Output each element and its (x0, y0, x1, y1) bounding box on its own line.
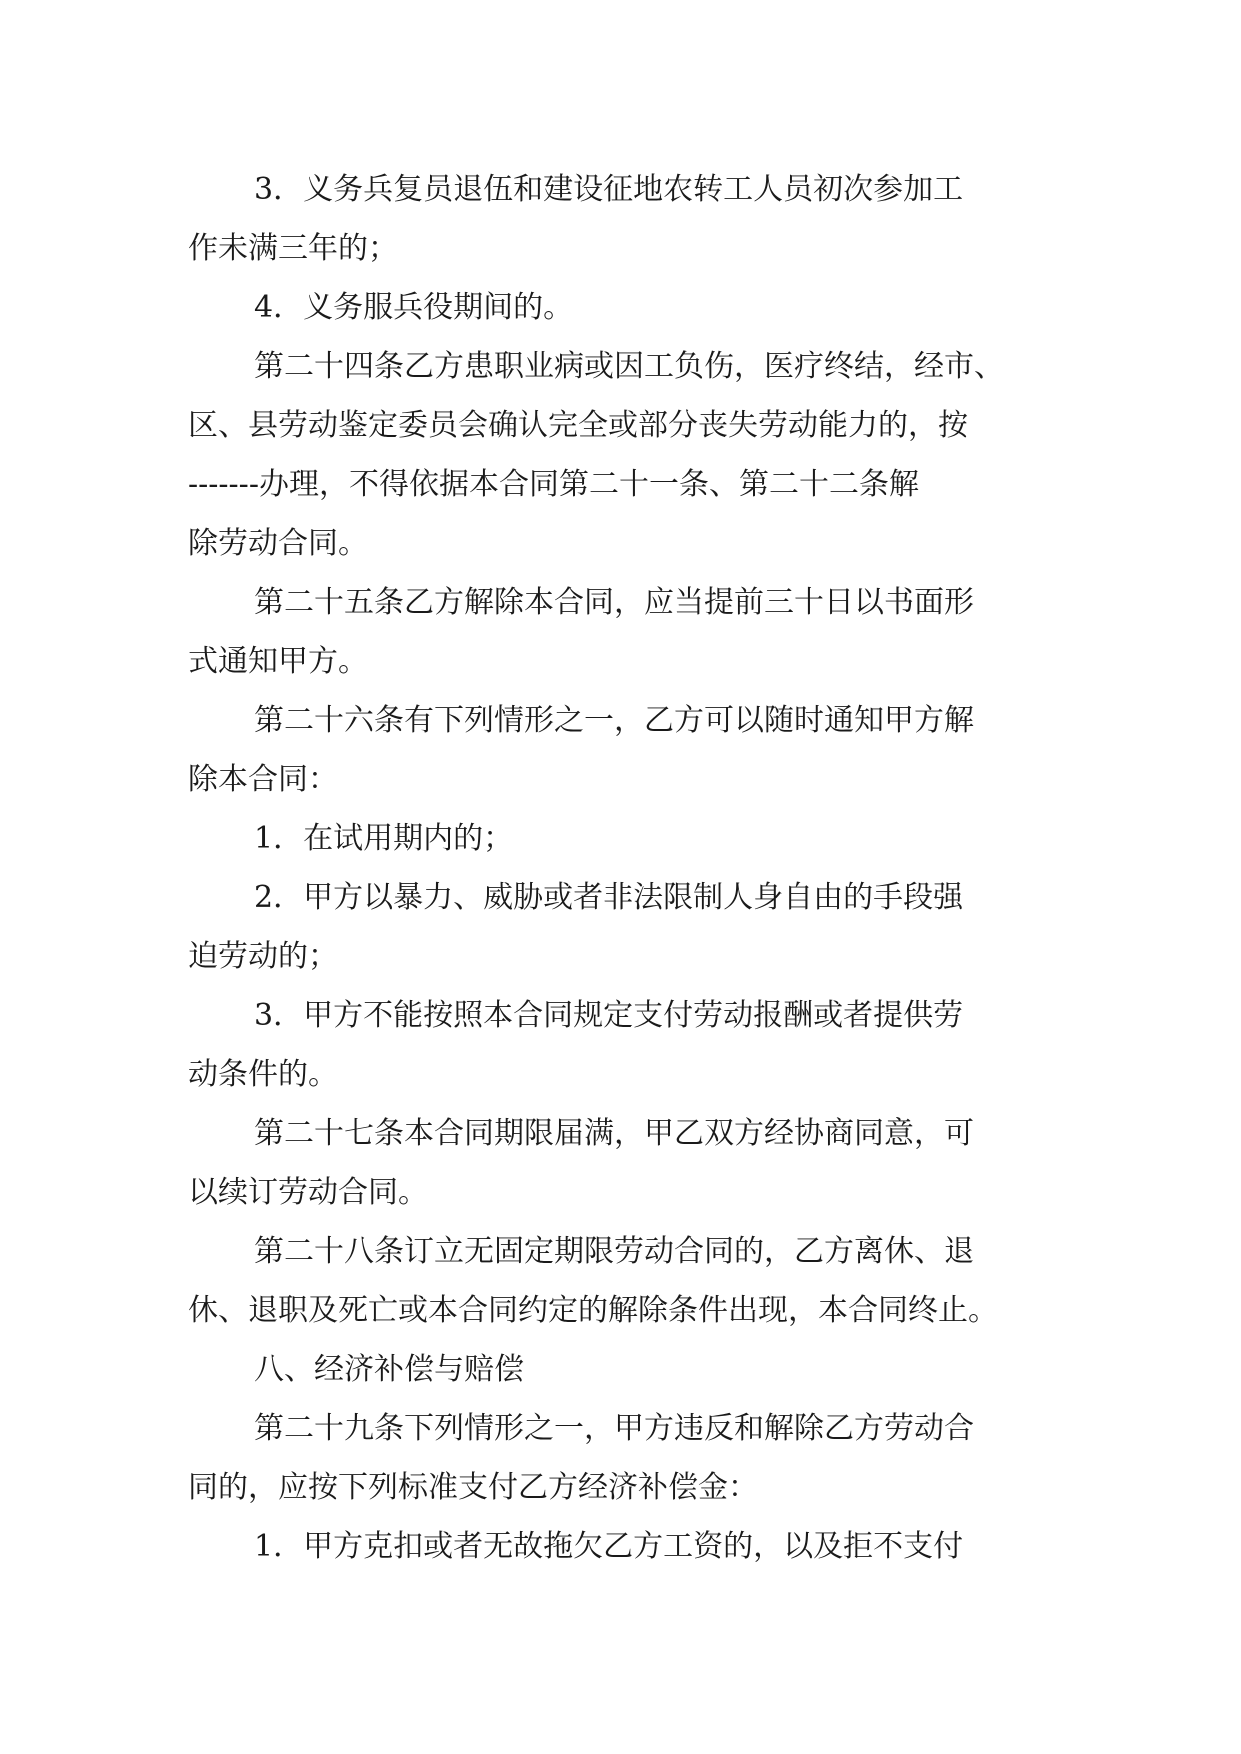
text-line: 3．甲方不能按照本合同规定支付劳动报酬或者提供劳 (254, 998, 964, 1033)
text-line: 第二十八条订立无固定期限劳动合同的，乙方离休、退 (254, 1234, 974, 1269)
text-line: 4．义务服兵役期间的。 (254, 290, 574, 325)
text-line: 第二十四条乙方患职业病或因工负伤，医疗终结，经市、 (254, 349, 1004, 384)
text-line: 1．在试用期内的； (254, 821, 514, 856)
text-line: 以续订劳动合同。 (188, 1175, 428, 1210)
text-line: -------办理，不得依据本合同第二十一条、第二十二条解 (188, 467, 919, 502)
text-line: 1．甲方克扣或者无故拖欠乙方工资的，以及拒不支付 (254, 1529, 964, 1564)
text-line: 除劳动合同。 (188, 526, 368, 561)
text-line: 同的，应按下列标准支付乙方经济补偿金： (188, 1470, 758, 1505)
text-line: 2．甲方以暴力、威胁或者非法限制人身自由的手段强 (254, 880, 964, 915)
text-line: 区、县劳动鉴定委员会确认完全或部分丧失劳动能力的，按 (188, 408, 968, 443)
text-line: 式通知甲方。 (188, 644, 368, 679)
text-line: 动条件的。 (188, 1057, 338, 1092)
text-line: 除本合同： (188, 762, 338, 797)
text-line: 第二十六条有下列情形之一，乙方可以随时通知甲方解 (254, 703, 974, 738)
text-line: 第二十九条下列情形之一，甲方违反和解除乙方劳动合 (254, 1411, 974, 1446)
document-body (188, 160, 1054, 1576)
text-line: 作未满三年的； (188, 231, 398, 266)
text-line: 休、退职及死亡或本合同约定的解除条件出现，本合同终止。 (188, 1293, 998, 1328)
text-line: 第二十七条本合同期限届满，甲乙双方经协商同意，可 (254, 1116, 974, 1151)
text-line: 迫劳动的； (188, 939, 338, 974)
text-line: 八、经济补偿与赔偿 (254, 1352, 524, 1387)
text-line: 3．义务兵复员退伍和建设征地农转工人员初次参加工 (254, 172, 964, 207)
text-line: 第二十五条乙方解除本合同，应当提前三十日以书面形 (254, 585, 974, 620)
